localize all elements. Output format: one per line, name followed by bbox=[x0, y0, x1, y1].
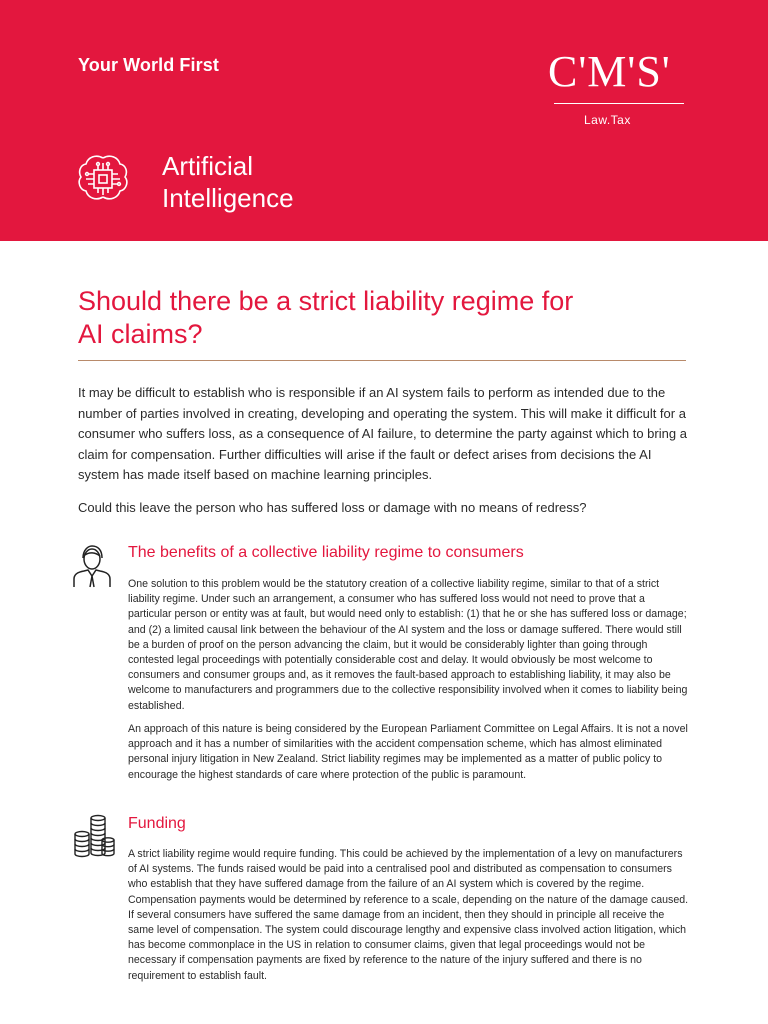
cms-logo bbox=[548, 47, 693, 132]
person-icon bbox=[72, 544, 112, 588]
question-paragraph: Could this leave the person who has suffered loss or damage with no means of redress? bbox=[78, 500, 587, 515]
title-divider bbox=[78, 360, 686, 361]
category-line-2: Intelligence bbox=[162, 183, 294, 213]
logo-divider bbox=[554, 103, 684, 104]
page-title bbox=[78, 285, 698, 351]
section-heading-benefits: The benefits of a collective liability regime to consumers bbox=[128, 544, 524, 561]
category-line-1: Artificial bbox=[162, 151, 254, 181]
logo-wordmark: C'M'S' bbox=[548, 47, 671, 96]
section-paragraph: A strict liability regime would require funding. This could be achieved by the implementation of a levy on manufacturers of AI systems. The funds raised would be paid into a centralised pool and distributed as compensation to consumers who establish that they have suffered damage from the failure of an AI system which is covered by the regime. Compensation payments would be determined by reference to a scale, depending on the nature of the damage caused. If several consumers have suffered the same damage from an incident, then they should in principle all receive the same level of compensation. The system could discourage lengthy and expensive class involved action litigation, which has become commonplace in the US in relation to consumer claims, given that legal proceedings would not be necessary if compensation payments are fixed by reference to the nature of the injury suffered and there is no requirement to establish fault. bbox=[128, 848, 689, 982]
section-paragraph: One solution to this problem would be the statutory creation of a collective liability regime, similar to that of a strict liability regime. Under such an arrangement, a consumer who has suffered loss would not need to prove that a particular person or entity was at fault, but would need only to establish: (1) that he or she has suffered loss or damage; and (2) a limited causal link between the behaviour of the AI system and the loss or damage suffered. There would still be a burden of proof on the person advancing the claim, but it would be considerably lighter than going through contested legal proceedings with potentially considerable cost and delay. It would obviously be most welcome to consumers and consumer groups and, as it removes the fault-based approach to establishing liability, it may also be welcome to manufacturers and programmers due to the collective responsibility involved when it comes to liability being established. bbox=[128, 578, 688, 712]
section-paragraph: An approach of this nature is being considered by the European Parliament Committee on Legal Affairs. It is not a novel approach and it has a number of similarities with the accident compensation scheme, which has almost eliminated personal injury litigation in New Zealand. Strict liability regimes may be implemented as a matter of public policy to encourage the highest standards of care where protection of the public is paramount. bbox=[128, 723, 688, 781]
ai-brain-chip-icon bbox=[76, 152, 130, 206]
tagline: Your World First bbox=[78, 55, 219, 75]
section-heading-funding: Funding bbox=[128, 815, 186, 832]
title-line-1: Should there be a strict liability regime for bbox=[78, 286, 574, 316]
coins-stack-icon bbox=[72, 814, 116, 858]
header-banner bbox=[0, 0, 768, 241]
intro-paragraph: It may be difficult to establish who is responsible if an AI system fails to perform as intended due to the number of parties involved in creating, developing and operating the system. This will make it difficult for a consumer who suffers loss, as a consequence of AI failure, to determine the party against which to bring a claim for compensation. Further difficulties will arise if the fault or defect arises from decisions the AI system has made itself based on machine learning principles. bbox=[78, 385, 687, 482]
title-line-2: AI claims? bbox=[78, 319, 203, 349]
logo-subtitle: Law.Tax bbox=[584, 113, 631, 127]
category-title bbox=[162, 150, 294, 214]
